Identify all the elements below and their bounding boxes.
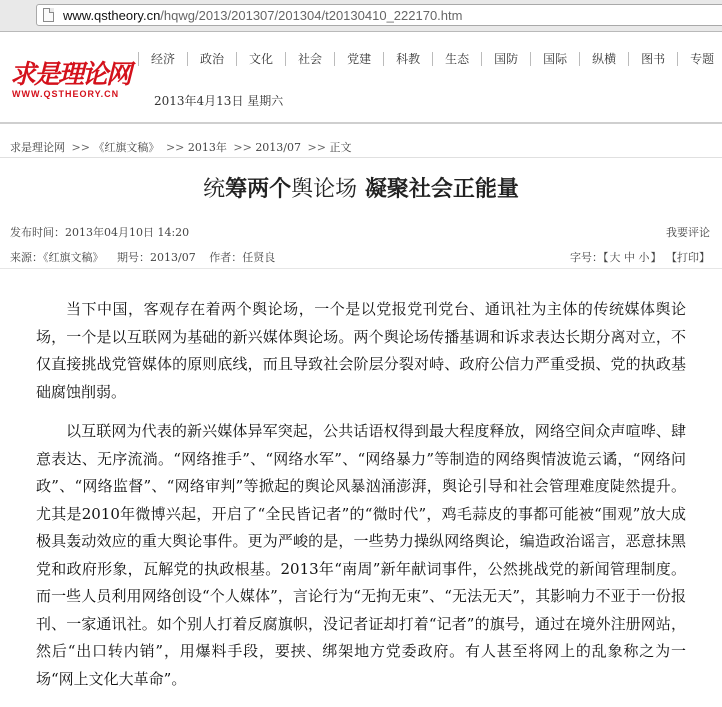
breadcrumb-journal[interactable]: 《红旗文稿》 [93,141,160,154]
font-size-tools [569,249,710,265]
address-bar[interactable] [36,4,722,26]
nav-item-politics[interactable]: 政治 [187,52,236,66]
header-divider [0,122,722,124]
title-part-1: 统 [203,177,226,202]
breadcrumb-issue[interactable]: 2013/07 [255,141,302,154]
font-size-close: 】 [650,251,662,264]
main-nav [138,48,722,70]
font-size-label: 字号：【 [570,251,609,264]
site-logo[interactable] [10,54,135,104]
logo-english: WWW.QSTHEORY.CN [12,89,120,99]
header-date: 2013年4月13日 星期六 [154,94,284,108]
nav-item-economy[interactable]: 经济 [138,52,187,66]
breadcrumb-home[interactable]: 求是理论网 [10,141,65,154]
nav-item-culture[interactable]: 文化 [236,52,285,66]
article-paragraph: 以互联网为代表的新兴媒体异军突起，公共话语权得到最大程度释放，网络空间众声喧哗、肆意表达、无序流淌。“网络推手”、“网络水军”、“网络暴力”等制造的网络舆情波诡云谲，“网络问政”、“网络监督”、“网络审判”等掀起的舆论风暴汹涌澎湃，舆论引导和社会管理难度陡然提升。尤其是2010年微博兴起，开启了“全民皆记者”的“微时代”，鸡毛蒜皮的事都可能被“围观”放大成极具轰动效应的重大舆论事件。更为严峻的是，一些势力操纵网络舆论，编造政治谣言，恶意抹黑党和政府形象，瓦解党的执政根基。2013年“南周”新年献词事件，公然挑战党的新闻管理制度。而一些人员利用网络创设“个人媒体”，言论行为“无拘无束”、“无法无天”，其影响力不亚于一份报刊、一家通讯社。如个别人打着反腐旗帜，没记者证却打着“记者”的旗号，通过在境外注册网站，然后“出口转内销”，用爆料手段，要挟、绑架地方党委政府。有人甚至将网上的乱象称之为一场“网上文化大革命”。 [36,422,686,688]
article-title [0,172,722,203]
comment-link[interactable]: 我要评论 [666,226,710,239]
publish-time: 发布时间：2013年04月10日 14:20 [10,226,190,239]
breadcrumb-separator: >> [165,141,185,154]
title-part-2: 舆论场 [291,177,358,202]
logo-text: 求是理论网 [10,60,131,90]
nav-item-ecology[interactable]: 生态 [432,52,481,66]
nav-item-international[interactable]: 国际 [530,52,579,66]
article-body [36,296,686,705]
nav-item-society[interactable]: 社会 [285,52,334,66]
article-paragraph: 当下中国，客观存在着两个舆论场，一个是以党报党刊党台、通讯社为主体的传统媒体舆论场，一个是以互联网为基础的新兴媒体舆论场。两个舆论场传播基调和诉求表达长期分离对立，不仅直接挑战党管媒体的原则底线，而且导致社会阶层分裂对峙、政府公信力严重受损、党的执政基础腐蚀削弱。 [36,300,686,401]
font-small-button[interactable]: 小 [638,251,650,264]
breadcrumb-separator: >> [71,141,90,154]
breadcrumb-separator: >> [307,141,326,154]
article-source: 来源：《红旗文稿》 [10,251,104,264]
nav-item-party-building[interactable]: 党建 [334,52,383,66]
url-text [63,8,462,23]
article-meta [10,249,285,265]
nav-item-overview[interactable]: 纵横 [579,52,628,66]
nav-item-books[interactable]: 图书 [628,52,677,66]
breadcrumb-year[interactable]: 2013年 [187,141,227,154]
font-medium-button[interactable]: 中 [624,251,635,264]
title-bold-1: 筹两个 [225,176,292,202]
breadcrumb-current: 正文 [329,141,352,154]
font-large-button[interactable]: 大 [609,251,621,264]
title-bold-2: 凝聚社会正能量 [357,176,519,202]
url-path: /hqwg/2013/201307/201304/t20130410_222170.htm [160,8,463,23]
page-icon [43,8,54,22]
breadcrumb [10,139,351,155]
nav-item-topics[interactable]: 专题 [677,52,722,66]
site-header [0,32,722,122]
breadcrumb-separator: >> [233,141,252,154]
article-author: 作者：任贤良 [209,251,276,264]
article-issue: 期号：2013/07 [117,251,196,264]
meta-divider [0,268,722,269]
nav-item-science-education[interactable]: 科教 [383,52,432,66]
breadcrumb-divider [0,157,722,158]
browser-toolbar [0,0,722,32]
nav-item-defense[interactable]: 国防 [481,52,530,66]
print-button[interactable]: 【打印】 [666,251,710,264]
url-host: www.qstheory.cn [63,8,161,23]
